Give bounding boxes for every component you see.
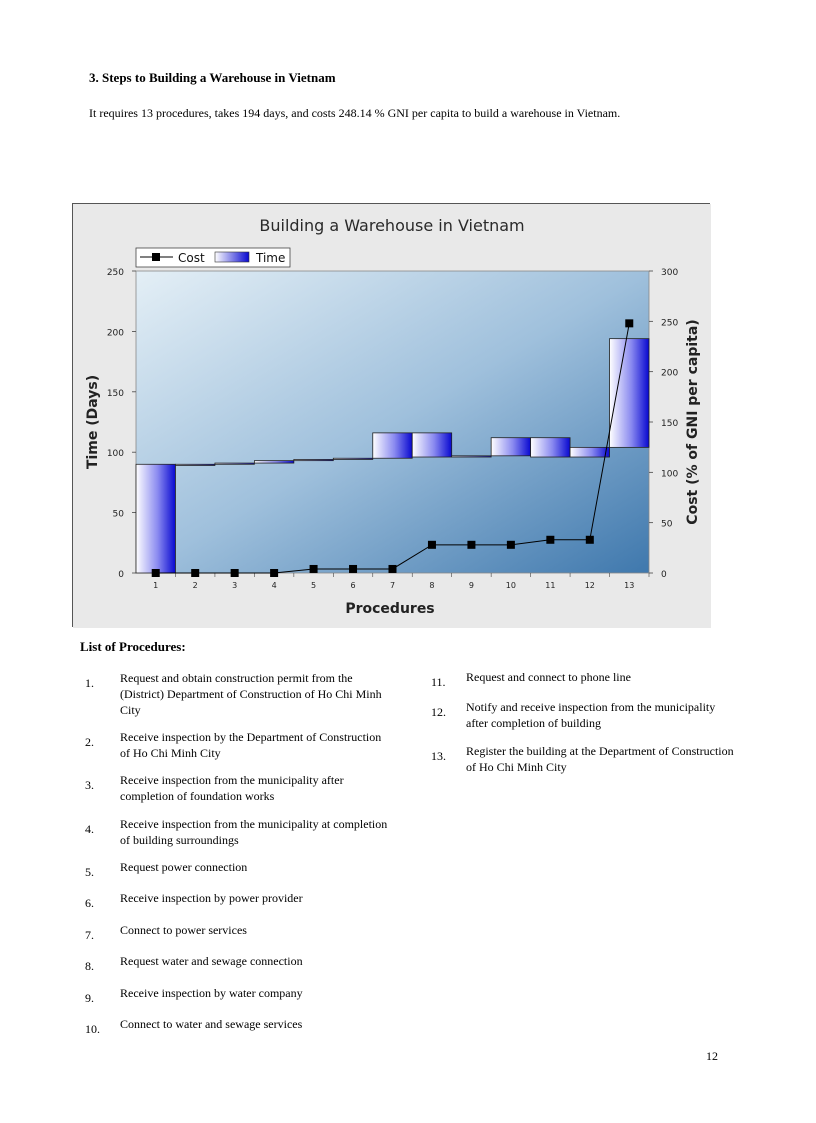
procedure-text	[466, 743, 756, 775]
cost-point	[546, 536, 554, 544]
chart-svg	[73, 204, 711, 628]
procedure-text-line: Receive inspection by power provider	[120, 891, 303, 905]
cost-point	[625, 319, 633, 327]
procedure-text	[120, 816, 410, 848]
y2-axis-title: Cost (% of GNI per capita)	[685, 319, 701, 525]
time-bar	[294, 459, 333, 460]
procedure-text-line: Request and connect to phone line	[466, 670, 631, 684]
procedure-text-line: Receive inspection from the municipality after	[120, 773, 344, 787]
procedure-text-line: completion of foundation works	[120, 789, 275, 803]
legend-cost: Cost	[178, 251, 205, 265]
cost-point	[231, 569, 239, 577]
time-bar	[333, 458, 372, 459]
procedure-number: 10.	[85, 1022, 100, 1036]
procedure-text-line: Connect to water and sewage services	[120, 1017, 303, 1031]
y-tick-label: 150	[106, 388, 124, 399]
page-number: 12	[706, 1049, 718, 1063]
time-bar	[175, 464, 214, 465]
x-tick-label: 3	[232, 581, 238, 590]
procedure-number: 13.	[431, 749, 446, 763]
procedure-text-line: Connect to power services	[120, 923, 247, 937]
procedure-number: 1.	[85, 676, 94, 690]
procedure-number: 5.	[85, 865, 94, 879]
procedure-text	[120, 890, 410, 906]
chart	[72, 203, 710, 627]
time-bar	[491, 438, 530, 456]
plot-area	[136, 271, 649, 573]
y-tick-label: 250	[106, 268, 124, 278]
time-bar	[373, 433, 412, 458]
procedure-text-line: (District) Department of Construction of Ho Chi Minh	[120, 687, 382, 701]
cost-point	[310, 565, 318, 573]
time-bar	[215, 463, 254, 464]
y2-tick-label: 250	[661, 318, 679, 329]
procedure-number: 12.	[431, 705, 446, 719]
y-tick-label: 50	[112, 509, 124, 520]
procedure-text	[120, 1016, 410, 1032]
procedure-text	[120, 953, 410, 969]
y-tick-label: 100	[106, 449, 124, 460]
procedure-text	[120, 772, 410, 804]
procedure-number: 11.	[431, 675, 446, 689]
x-tick-label: 7	[389, 581, 396, 590]
procedure-number: 6.	[85, 896, 94, 910]
procedure-text-line: after completion of building	[466, 716, 601, 730]
procedure-text	[466, 669, 756, 685]
procedure-text-line: Receive inspection by water company	[120, 986, 303, 1000]
cost-point	[152, 569, 160, 577]
x-tick-label: 1	[153, 581, 159, 590]
section-title: 3. Steps to Building a Warehouse in Vietnam	[89, 70, 336, 85]
procedure-text	[120, 729, 410, 761]
y-axis-title: Time (Days)	[85, 374, 101, 470]
procedure-text-line: City	[120, 703, 141, 717]
procedure-text-line: Request and obtain construction permit from the	[120, 671, 353, 685]
list-heading: List of Procedures:	[80, 639, 186, 654]
procedure-text-line: Register the building at the Department of Construction	[466, 744, 734, 758]
legend-marker-icon	[152, 253, 160, 261]
chart-title: Building a Warehouse in Vietnam	[259, 216, 525, 235]
legend-time: Time	[256, 251, 286, 265]
procedure-number: 7.	[85, 928, 94, 942]
cost-point	[270, 569, 278, 577]
cost-point	[389, 565, 397, 573]
procedure-text	[120, 922, 410, 938]
procedure-text-line: Request power connection	[120, 860, 248, 874]
cost-point	[349, 565, 357, 573]
y2-tick-label: 200	[661, 368, 679, 379]
procedure-text	[120, 859, 410, 875]
x-tick-label: 4	[271, 581, 277, 590]
time-bar	[254, 461, 293, 463]
y-tick-label: 0	[118, 570, 124, 580]
time-bar	[570, 447, 609, 457]
y2-tick-label: 300	[661, 268, 679, 278]
x-tick-label: 10	[505, 581, 516, 590]
procedure-text	[120, 985, 410, 1001]
y2-tick-label: 100	[661, 469, 679, 480]
procedure-number: 4.	[85, 822, 94, 836]
procedure-number: 8.	[85, 959, 94, 973]
cost-point	[507, 541, 515, 549]
procedure-text-line: of Ho Chi Minh City	[120, 746, 221, 760]
cost-point	[191, 569, 199, 577]
x-tick-label: 12	[584, 581, 595, 590]
y2-tick-label: 150	[661, 419, 679, 429]
procedure-text-line: Request water and sewage connection	[120, 954, 303, 968]
y2-tick-label: 50	[661, 519, 673, 530]
x-tick-label: 11	[545, 581, 556, 590]
y-tick-label: 200	[106, 328, 124, 339]
procedure-text-line: Receive inspection by the Department of Construction	[120, 730, 382, 744]
y2-tick-label: 0	[661, 570, 667, 580]
time-bar	[136, 464, 175, 573]
cost-point	[428, 541, 436, 549]
procedure-number: 2.	[85, 735, 94, 749]
x-tick-label: 8	[429, 581, 435, 590]
cost-point	[467, 541, 475, 549]
x-tick-label: 9	[468, 581, 474, 590]
x-tick-label: 2	[192, 581, 198, 590]
procedure-text-line: Notify and receive inspection from the municipality	[466, 700, 716, 714]
procedure-text-line: of building surroundings	[120, 833, 239, 847]
procedure-number: 3.	[85, 778, 94, 792]
procedure-text	[466, 699, 756, 731]
time-bar	[452, 456, 491, 457]
x-axis-title: Procedures	[345, 601, 435, 617]
legend-bar-icon	[215, 252, 249, 262]
intro-paragraph: It requires 13 procedures, takes 194 days, and costs 248.14 % GNI per capita to build a warehouse in Vietnam.	[89, 106, 621, 120]
time-bar	[531, 438, 570, 457]
procedure-text	[120, 670, 410, 718]
x-tick-label: 13	[624, 581, 635, 590]
procedure-number: 9.	[85, 991, 94, 1005]
x-tick-label: 5	[311, 581, 317, 590]
time-bar	[610, 339, 649, 448]
chart-legend	[136, 248, 290, 267]
procedure-text-line: Receive inspection from the municipality at completion	[120, 817, 388, 831]
cost-point	[586, 536, 594, 544]
x-tick-label: 6	[350, 581, 356, 590]
procedure-text-line: of Ho Chi Minh City	[466, 760, 567, 774]
time-bar	[412, 433, 451, 457]
